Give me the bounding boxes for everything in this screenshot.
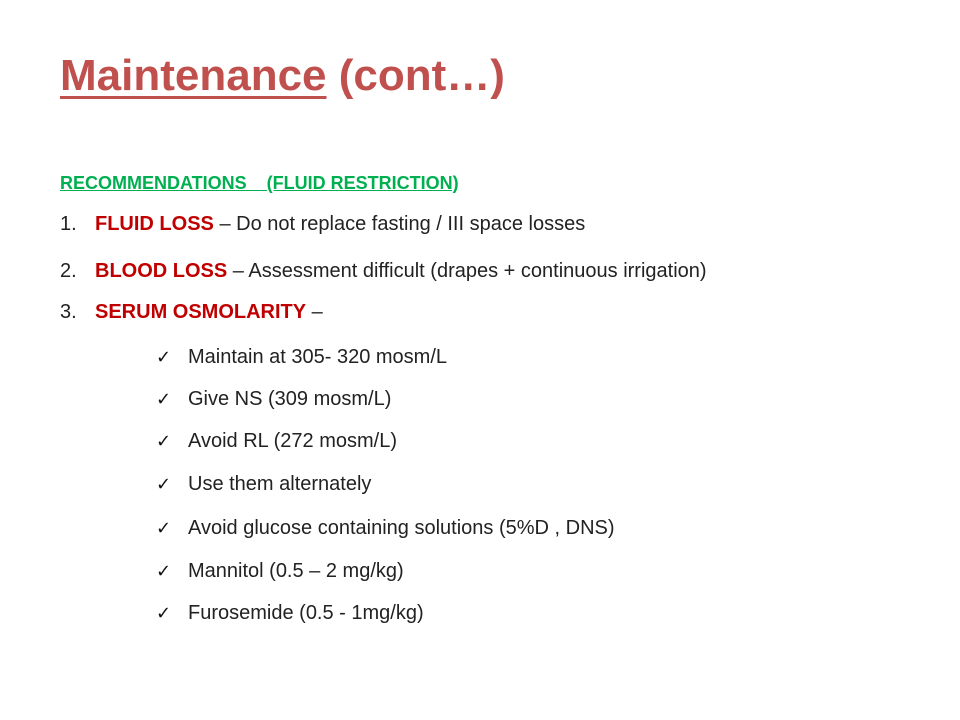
item-text: – Assessment difficult (drapes + continuous irrigation)	[227, 260, 707, 282]
check-item	[156, 601, 424, 626]
item-key: FLUID LOSS	[95, 213, 214, 235]
item-text: – Do not replace fasting / III space losses	[213, 213, 586, 235]
checkmark-icon: ✓	[156, 518, 172, 539]
numbered-item-serum-osmolarity	[60, 300, 323, 324]
check-item-text: Use them alternately	[188, 473, 372, 495]
numbered-item-blood-loss	[60, 259, 707, 283]
checkmark-icon: ✓	[156, 603, 172, 624]
checkmark-icon: ✓	[156, 561, 172, 582]
check-item-text: Furosemide (0.5 - 1mg/kg)	[188, 602, 424, 624]
check-item-text: Avoid glucose containing solutions (5%D , DNS)	[188, 517, 615, 539]
check-item-text: Avoid RL (272 mosm/L)	[188, 430, 397, 452]
checkmark-icon: ✓	[156, 347, 172, 368]
item-key: BLOOD LOSS	[95, 260, 228, 282]
item-key: SERUM OSMOLARITY	[95, 301, 307, 323]
checkmark-icon: ✓	[156, 474, 172, 495]
item-number: 3.	[60, 301, 77, 323]
numbered-item-fluid-loss	[60, 212, 585, 236]
check-item	[156, 345, 447, 370]
check-item	[156, 472, 371, 497]
check-item-text: Mannitol (0.5 – 2 mg/kg)	[188, 560, 404, 582]
check-item-text: Maintain at 305- 320 mosm/L	[188, 346, 448, 368]
check-item	[156, 429, 397, 454]
check-item	[156, 516, 615, 541]
item-number: 1.	[60, 213, 77, 235]
slide-title	[60, 46, 505, 106]
item-text: –	[306, 301, 323, 323]
section-heading: RECOMMENDATIONS (FLUID RESTRICTION)	[60, 173, 459, 193]
check-item-text: Give NS (309 mosm/L)	[188, 388, 392, 410]
item-number: 2.	[60, 260, 77, 282]
title-suffix: (cont…)	[326, 51, 505, 100]
check-item	[156, 387, 391, 412]
checkmark-icon: ✓	[156, 431, 172, 452]
title-main: Maintenance	[60, 51, 327, 100]
check-item	[156, 559, 404, 584]
checkmark-icon: ✓	[156, 389, 172, 410]
